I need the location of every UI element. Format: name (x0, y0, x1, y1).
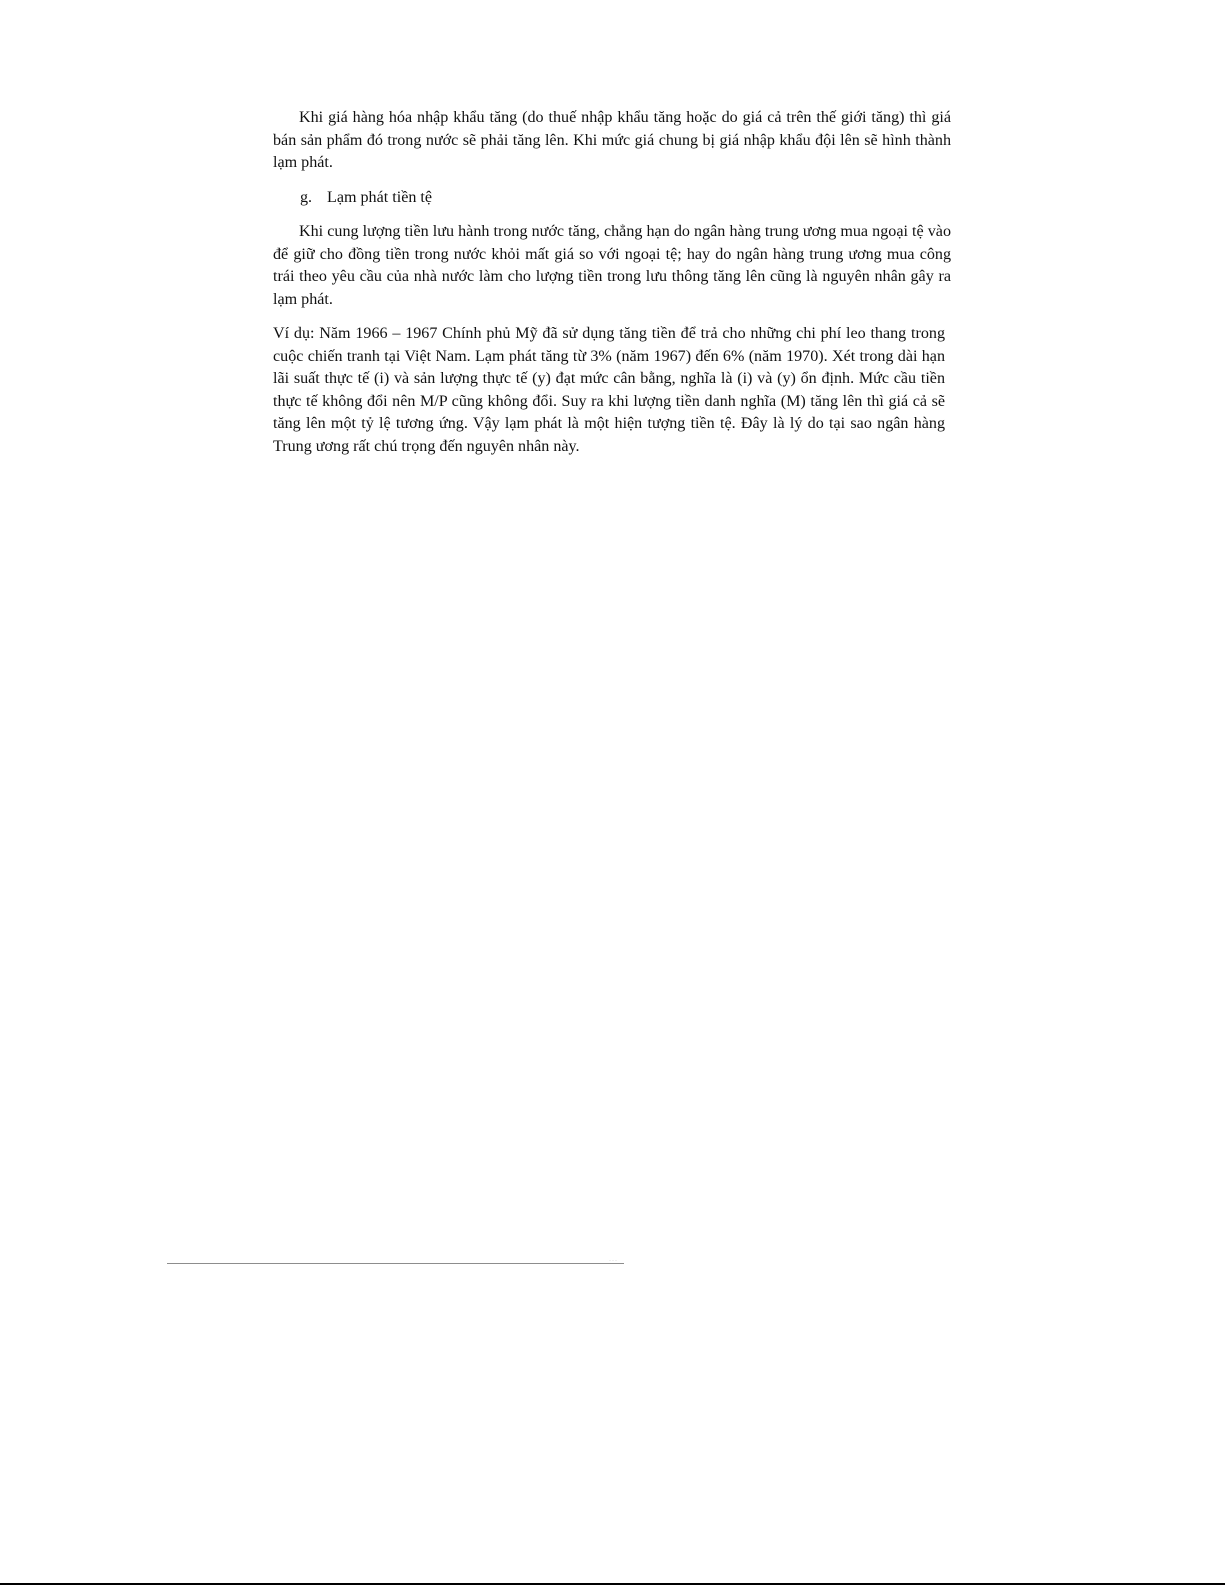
section-number: g. (300, 188, 313, 206)
section-title: Lạm phát tiền tệ (327, 188, 433, 206)
section-heading (273, 187, 951, 210)
document-body (273, 107, 951, 458)
separator-marker: ··· (609, 1258, 618, 1264)
paragraph-import-inflation: Khi giá hàng hóa nhập khẩu tăng (do thuế nhập khẩu tăng hoặc do giá cả trên thế giới tăng) thì giá bán sản phẩm đó trong nước sẽ phải tăng lên. Khi mức giá chung bị giá nhập khẩu đội lên sẽ hình thành lạm phát. (273, 109, 951, 171)
paragraph-monetary-inflation: Khi cung lượng tiền lưu hành trong nước tăng, chẳng hạn do ngân hàng trung ương mua ngoại tệ vào để giữ cho đồng tiền trong nước khỏi mất giá so với ngoại tệ; hay do ngân hàng trung ương mua công trái theo yêu cầu của nhà nước làm cho lượng tiền trong lưu thông tăng lên cũng là nguyên nhân gây ra lạm phát. (273, 223, 951, 308)
paragraph-example: Ví dụ: Năm 1966 – 1967 Chính phủ Mỹ đã sử dụng tăng tiền để trả cho những chi phí leo thang trong cuộc chiến tranh tại Việt Nam. Lạm phát tăng từ 3% (năm 1967) đến 6% (năm 1970). Xét trong dài hạn lãi suất thực tế (i) và sản lượng thực tế (y) đạt mức cân bằng, nghĩa là (i) và (y) ổn định. Mức cầu tiền thực tế không đổi nên M/P cũng không đổi. Suy ra khi lượng tiền danh nghĩa (M) tăng lên thì giá cả sẽ tăng lên một tỷ lệ tương ứng. Vậy lạm phát là một hiện tượng tiền tệ. Đây là lý do tại sao ngân hàng Trung ương rất chú trọng đến nguyên nhân này. (273, 325, 945, 455)
footnote-separator (167, 1263, 624, 1264)
